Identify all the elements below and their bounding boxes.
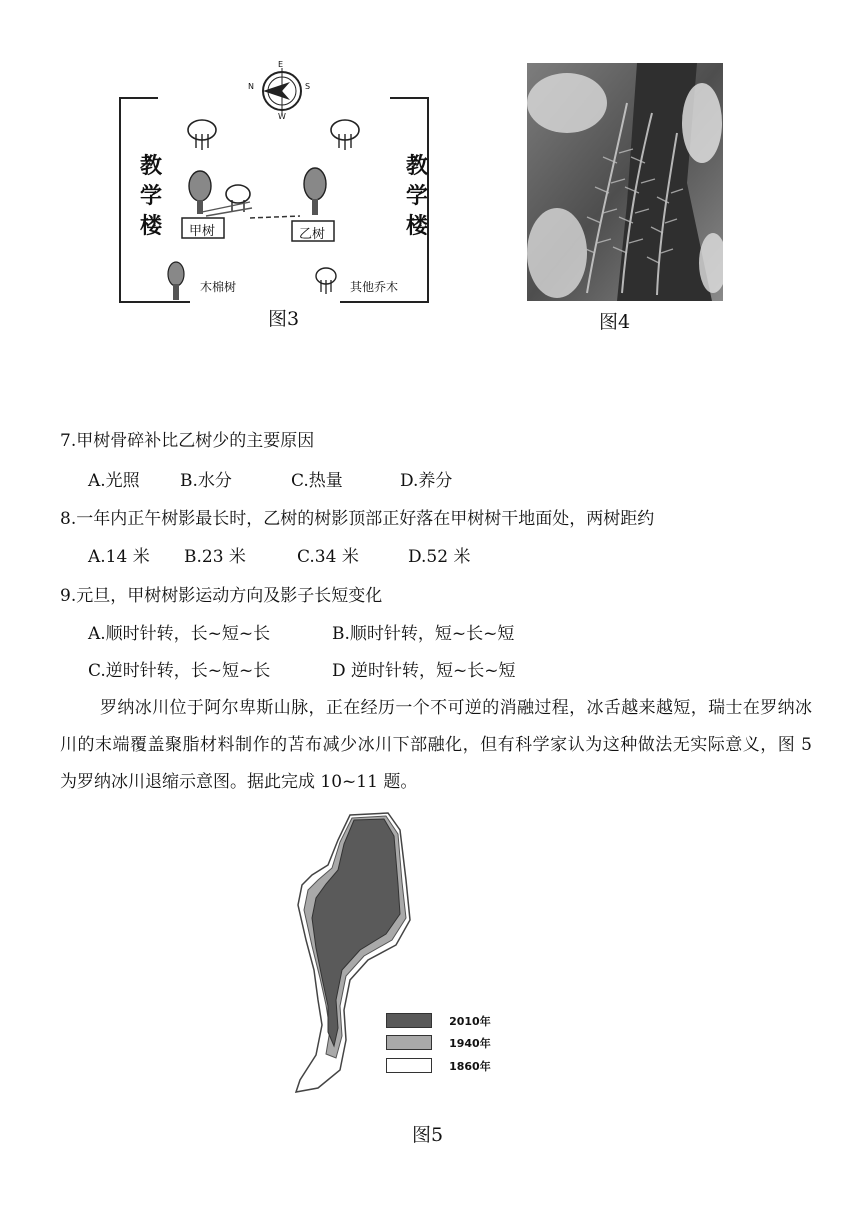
legend-swatch-1860 <box>386 1058 432 1073</box>
figure-3 <box>110 60 440 330</box>
legend-item-1860 <box>386 1055 491 1074</box>
q8-option-d: D.52 米 <box>408 547 471 567</box>
q7-option-b: B.水分 <box>180 471 232 491</box>
question-8-stem: 8.一年内正午树影最长时，乙树的树影顶部正好落在甲树树干地面处，两树距约 <box>60 509 655 529</box>
q9-option-d: D 逆时针转，短~长~短 <box>332 661 516 681</box>
left-building-label: 教学楼 <box>140 154 163 239</box>
passage-paragraph: 罗纳冰川位于阿尔卑斯山脉，正在经历一个不可逆的消融过程，冰舌越来越短，瑞士在罗纳冰川的末端覆盖聚脂材料制作的苫布减少冰川下部融化，但有科学家认为这种做法无实际意义，图 5 为罗纳冰川退缩示意图。据此完成 10~11 题。 <box>60 698 812 792</box>
legend-label-1860: 1860年 <box>449 1059 491 1073</box>
q7-option-d: D.养分 <box>400 471 453 491</box>
glacier-retreat-map <box>288 810 488 1095</box>
fern-photo <box>527 63 723 301</box>
tree-a-icon <box>189 171 252 216</box>
q7-option-c: C.热量 <box>291 471 343 491</box>
compass-e: E <box>278 60 284 69</box>
kapok-tree-icon <box>168 262 184 300</box>
compass-w: W <box>278 112 286 121</box>
compass-n: N <box>248 82 254 91</box>
question-9-stem: 9.元旦，甲树树影运动方向及影子长短变化 <box>60 586 383 606</box>
other-tree-icon <box>316 268 336 294</box>
tree-icon-top-right <box>331 120 359 150</box>
legend-swatch-2010 <box>386 1013 432 1028</box>
question-7-stem: 7.甲树骨碎补比乙树少的主要原因 <box>60 431 315 451</box>
shadow-line <box>250 216 300 218</box>
legend-other-label: 其他乔木 <box>350 280 399 294</box>
legend-item-2010 <box>386 1010 491 1029</box>
figure-3-caption: 图3 <box>268 308 300 330</box>
legend-swatch-1940 <box>386 1035 432 1050</box>
q7-option-a: A.光照 <box>88 471 140 491</box>
tree-a-label: 甲树 <box>189 224 216 239</box>
right-building-label: 教学楼 <box>406 154 429 239</box>
legend-label-1940: 1940年 <box>449 1036 491 1050</box>
q9-option-a: A.顺时针转，长~短~长 <box>88 624 271 644</box>
q8-option-c: C.34 米 <box>297 547 359 567</box>
figure-5-caption: 图5 <box>412 1124 444 1146</box>
q8-option-a: A.14 米 <box>88 547 150 567</box>
legend-kapok-label: 木棉树 <box>200 280 237 294</box>
q9-option-b: B.顺时针转，短~长~短 <box>332 624 515 644</box>
legend-item-1940 <box>386 1032 491 1051</box>
tree-icon-top-left <box>188 120 216 150</box>
compass-icon <box>263 68 301 114</box>
figure-4 <box>527 63 727 338</box>
compass-s: S <box>305 82 311 91</box>
q8-option-b: B.23 米 <box>184 547 246 567</box>
legend-label-2010: 2010年 <box>449 1014 491 1028</box>
figure-5 <box>288 810 508 1150</box>
tree-b-label: 乙树 <box>299 227 326 242</box>
q9-option-c: C.逆时针转，长~短~长 <box>88 661 271 681</box>
figure-4-caption: 图4 <box>599 311 631 333</box>
tree-b-icon <box>304 168 326 215</box>
